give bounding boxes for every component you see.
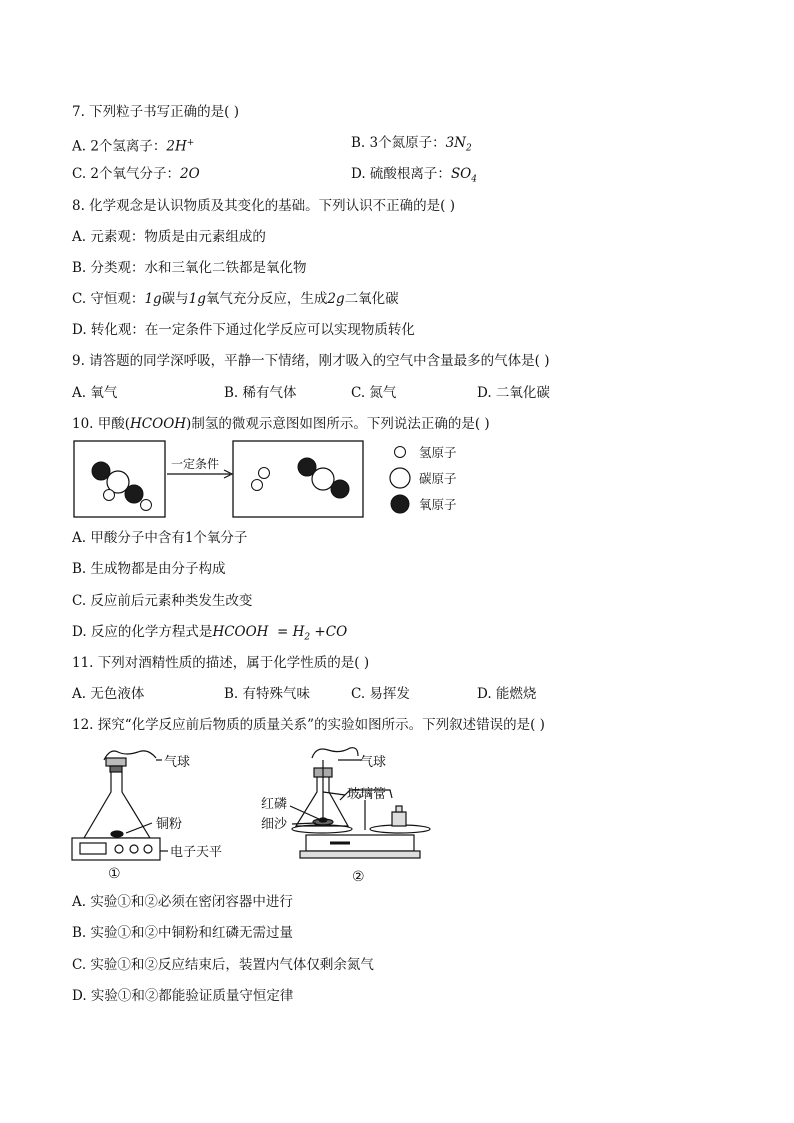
q11-option-b: B. 有特殊气味 — [224, 686, 311, 702]
q12-option-a: A. 实验①和②必须在密闭容器中进行 — [72, 894, 293, 910]
q10-option-b: B. 生成物都是由分子构成 — [72, 561, 226, 577]
balance-foot — [300, 851, 420, 858]
q10-option-d: D. 反应的化学方程式是HCOOH = $H_2 +CO$ — [72, 624, 348, 643]
q11-option-d: D. 能燃烧 — [477, 686, 537, 702]
q8-option-c: C. 守恒观：1g碳与1g氧气充分反应，生成2g二氧化碳 — [72, 291, 399, 307]
weight — [392, 812, 406, 826]
q7-option-a: A. 2个氢离子：2H+ — [72, 138, 195, 155]
q9-option-d: D. 二氧化碳 — [477, 385, 550, 401]
fig2-balloon-label: 气球 — [360, 755, 387, 770]
legend-hydrogen-label: 氢原子 — [419, 445, 457, 460]
balloon-2 — [312, 748, 358, 758]
q12-option-b: B. 实验①和②中铜粉和红磷无需过量 — [72, 925, 294, 941]
leader-line — [290, 806, 319, 819]
q7-option-d: D. 硫酸根离子：$SO_4$ — [351, 166, 477, 185]
copper-powder — [111, 831, 123, 837]
q10-option-c: C. 反应前后元素种类发生改变 — [72, 593, 253, 609]
q9-option-b: B. 稀有气体 — [224, 385, 297, 401]
weight-knob — [396, 806, 402, 812]
q11-option-a: A. 无色液体 — [72, 686, 145, 702]
q9-option-a: A. 氧气 — [72, 385, 118, 401]
q12-stem: 12. 探究“化学反应前后物质的质量关系”的实验如图所示。下列叙述错误的是( ) — [72, 717, 545, 733]
q9-stem: 9. 请答题的同学深呼吸，平静一下情绪，刚才吸入的空气中含量最多的气体是( ) — [72, 353, 550, 369]
q10-option-a: A. 甲酸分子中含有1个氧分子 — [72, 530, 248, 546]
q12-option-d: D. 实验①和②都能验证质量守恒定律 — [72, 988, 294, 1004]
fig1-copper-label: 铜粉 — [156, 817, 183, 832]
fig2-sand-label: 细沙 — [261, 817, 288, 832]
arrow-label: 一定条件 — [171, 457, 220, 471]
red-phosphorus — [319, 818, 327, 822]
leader-line — [323, 792, 345, 795]
q12-option-c: C. 实验①和②反应结束后，装置内气体仅剩余氮气 — [72, 957, 374, 973]
q8-option-d: D. 转化观：在一定条件下通过化学反应可以实现物质转化 — [72, 322, 415, 338]
fig1-scale-label: 电子天平 — [170, 845, 223, 860]
fig2-phosphorus-label: 红磷 — [261, 797, 288, 812]
leader-line — [292, 823, 316, 824]
q10-stem: 10. 甲酸(HCOOH)制氢的微观示意图如图所示。下列说法正确的是( ) — [72, 416, 490, 432]
q7-option-c: C. 2个氧气分子：2O — [72, 166, 200, 182]
stopper-1 — [106, 758, 126, 766]
q8-option-b: B. 分类观：水和三氧化二铁都是氧化物 — [72, 260, 307, 276]
q7-option-b: B. 3个氮原子：$3N_2$ — [351, 135, 472, 154]
electronic-scale — [72, 838, 160, 860]
fig2-glass-label: 玻璃管 — [347, 787, 387, 802]
q7-stem: 7. 下列粒子书写正确的是( ) — [72, 104, 239, 120]
q11-stem: 11. 下列对酒精性质的描述，属于化学性质的是( ) — [72, 655, 370, 671]
balance-base — [306, 835, 414, 851]
leader-line — [126, 823, 152, 833]
q8-option-a: A. 元素观：物质是由元素组成的 — [72, 229, 266, 245]
stopper-1-base — [110, 766, 122, 772]
q9-option-c: C. 氮气 — [351, 385, 397, 401]
legend-carbon-label: 碳原子 — [419, 471, 457, 486]
q8-stem: 8. 化学观念是认识物质及其变化的基础。下列认识不正确的是( ) — [72, 198, 455, 214]
figure-1 — [72, 751, 168, 860]
q11-option-c: C. 易挥发 — [351, 686, 410, 702]
fig1-number: ① — [108, 866, 121, 882]
legend-oxygen-label: 氧原子 — [419, 497, 457, 512]
fig2-number: ② — [352, 869, 365, 885]
fig1-balloon-label: 气球 — [164, 755, 191, 770]
